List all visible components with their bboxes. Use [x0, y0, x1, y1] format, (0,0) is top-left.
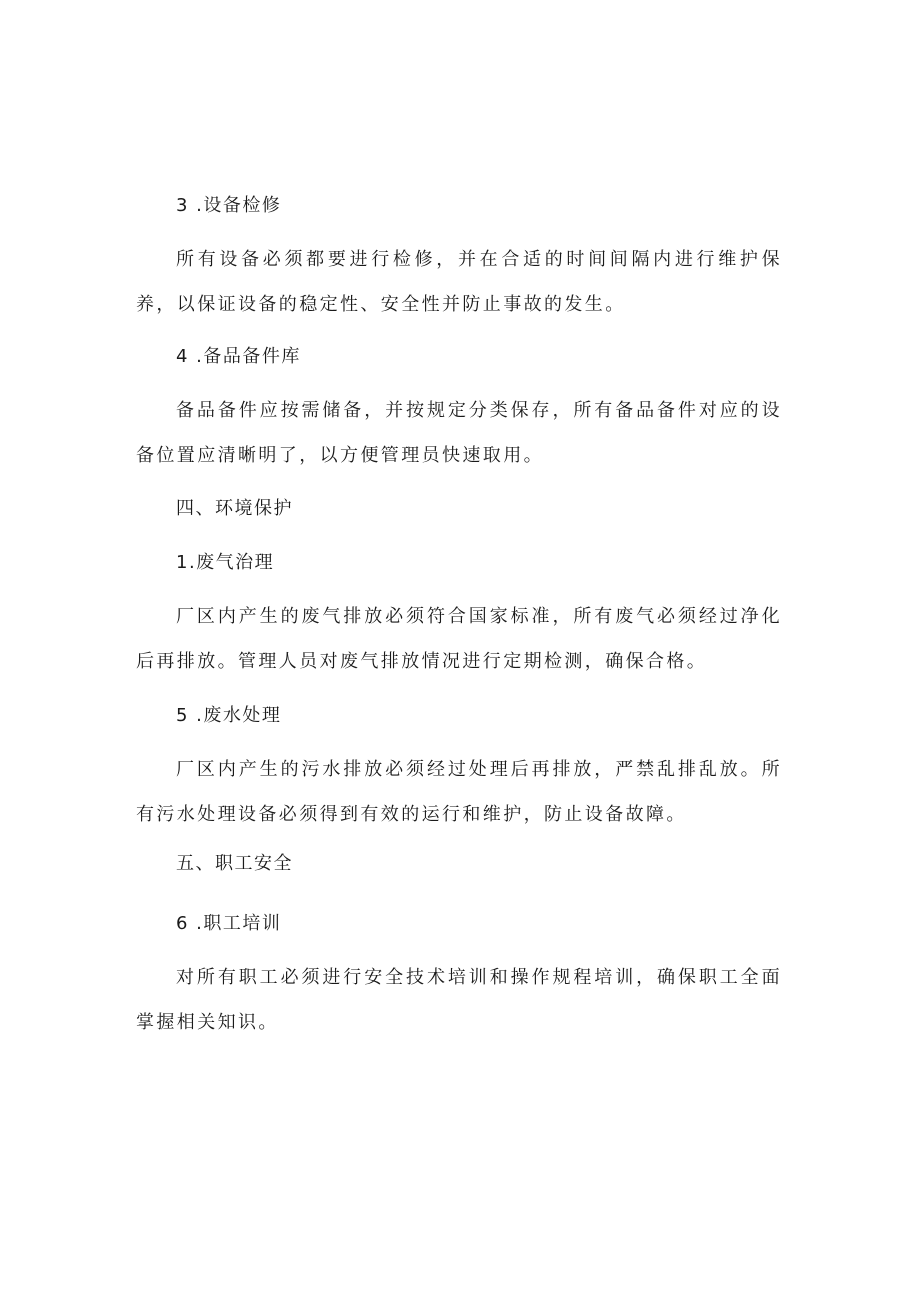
heading-worker-training: 6 .职工培训	[176, 913, 282, 934]
paragraph-waste-gas-treatment: 厂区内产生的废气排放必须符合国家标准，所有废气必须经过净化后再排放。管理人员对废气排放情况进行定期检测，确保合格。	[136, 606, 782, 672]
heading-spare-parts-store: 4 .备品备件库	[176, 346, 301, 367]
paragraph-worker-training: 对所有职工必须进行安全技术培训和操作规程培训，确保职工全面掌握相关知识。	[136, 967, 782, 1033]
heading-wastewater-treatment: 5 .废水处理	[176, 705, 282, 726]
paragraph-spare-parts-store: 备品备件应按需储备，并按规定分类保存，所有备品备件对应的设备位置应清晰明了，以方便管理员快速取用。	[136, 400, 782, 466]
heading-worker-safety: 五、职工安全	[176, 853, 293, 874]
paragraph-wastewater-treatment: 厂区内产生的污水排放必须经过处理后再排放，严禁乱排乱放。所有污水处理设备必须得到有效的运行和维护，防止设备故障。	[136, 759, 782, 825]
heading-waste-gas-treatment: 1.废气治理	[176, 552, 275, 573]
paragraph-equipment-maintenance: 所有设备必须都要进行检修，并在合适的时间间隔内进行维护保养，以保证设备的稳定性、安全性并防止事故的发生。	[136, 249, 782, 315]
heading-environmental-protection: 四、环境保护	[176, 498, 293, 519]
heading-equipment-maintenance: 3 .设备检修	[176, 195, 282, 216]
